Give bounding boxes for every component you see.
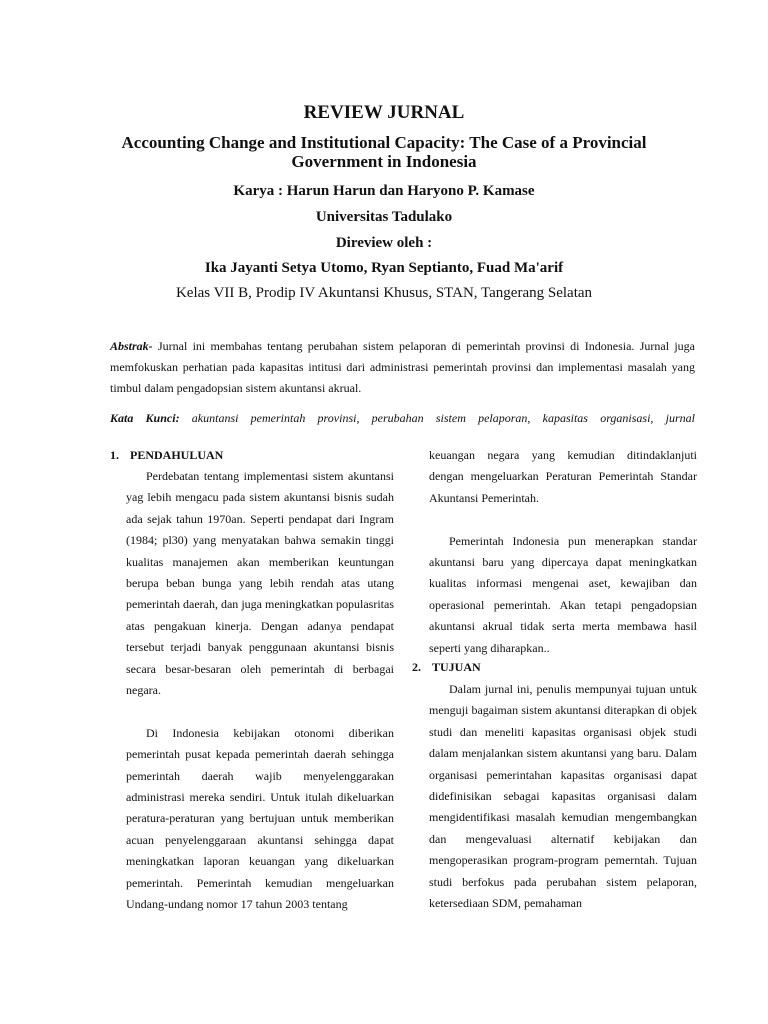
keywords-text: akuntansi pemerintah provinsi, perubahan sistem pelaporan, kapasitas organisasi, jurnal <box>179 411 695 425</box>
section-number: 1. <box>110 448 119 462</box>
authors-line: Karya : Harun Harun dan Haryono P. Kamase <box>233 183 535 199</box>
left-column <box>126 466 394 916</box>
paragraph: Dalam jurnal ini, penulis mempunyai tujuan untuk menguji bagaiman sistem akuntansi diterapkan di objek studi dan meneliti kapasitas organisasi objek studi dalam menjalankan sistem akuntansi yang baru. Dalam organisasi pemerintahan kapasitas organisasi dapat didefinisikan sebagai kapasitas organisasi dalam mengidentifikasi masalah kemudian mengembangkan dan mengevaluasi alternatif kebijakan dan mengoperasikan program-program pemerntah. Tujuan studi berfokus pada perubahan sistem pelaporan, ketersediaan SDM, pemahaman <box>429 682 697 911</box>
right-column <box>429 445 697 659</box>
section-title: PENDAHULUAN <box>130 448 224 462</box>
paper-title: Accounting Change and Institutional Capacity: The Case of a Provincial Government in Indonesia <box>121 133 647 171</box>
abstract <box>110 336 695 399</box>
section-heading-tujuan <box>412 659 481 675</box>
keywords-label: Kata Kunci: <box>110 411 180 425</box>
abstract-label: Abstrak- <box>110 339 153 353</box>
class-info: Kelas VII B, Prodip IV Akuntansi Khusus, STAN, Tangerang Selatan <box>175 285 593 301</box>
abstract-text: Jurnal ini membahas tentang perubahan sistem pelaporan di pemerintah provinsi di Indonesia. Jurnal juga memfokuskan perhatian pada kapasitas intitusi dari administrasi pemerintah provinsi dan implementasi masalah yang timbul dalam pengadopsian sistem akuntansi akrual. <box>110 339 695 395</box>
paragraph: Pemerintah Indonesia pun menerapkan standar akuntansi baru yang dipercaya dapat meningkatkan kualitas informasi mengenai aset, kewajiban dan operasional pemerintah. Akan tetapi pengadopsian akuntansi akrual tidak serta merta membawa hasil seperti yang diharapkan.. <box>429 533 697 655</box>
university-name: Universitas Tadulako <box>315 209 453 225</box>
section-title: TUJUAN <box>432 660 481 674</box>
section-heading-pendahuluan <box>110 447 223 463</box>
tujuan-body <box>429 679 697 914</box>
paragraph: Di Indonesia kebijakan otonomi diberikan pemerintah pusat kepada pemerintah daerah sehingga pemerintah daerah wajib menyelenggarakan administrasi mereka sendiri. Untuk itulah dikeluarkan peratura-peraturan yang bertujuan untuk memberikan acuan penyelenggaraan akuntansi sehingga dapat meningkatkan laporan keuangan yang dikeluarkan pemerintah. Pemerintah kemudian mengeluarkan Undang-undang nomor 17 tahun 2003 tentang <box>126 725 394 912</box>
paragraph-continued: keuangan negara yang kemudian ditindaklanjuti dengan mengeluarkan Peraturan Pemerintah Standar Akuntansi Pemerintah. <box>429 448 697 505</box>
document-title: REVIEW JURNAL <box>303 102 465 123</box>
reviewer-names: Ika Jayanti Setya Utomo, Ryan Septianto, Fuad Ma'arif <box>204 260 564 276</box>
keywords <box>110 411 695 426</box>
section-number: 2. <box>412 660 421 674</box>
paragraph: Perdebatan tentang implementasi sistem akuntansi yag lebih mengacu pada sistem akuntansi bisnis sudah ada sejak tahun 1970an. Seperti pendapat dari Ingram (1984; pl30) yang menyatakan bahwa semakin tinggi kualitas manajemen akan memberikan keuntungan berupa beban bunga yang lebih rendah atas utang pemerintah daerah, dan juga meningkatkan populasritas atas pengakuan kinerja. Dengan adanya pendapat tersebut terjadi banyak penggunaan akuntansi bisnis secara besar-besaran oleh pemerintah di berbagai negara. <box>126 469 394 698</box>
reviewed-by-label: Direview oleh : <box>335 235 433 251</box>
